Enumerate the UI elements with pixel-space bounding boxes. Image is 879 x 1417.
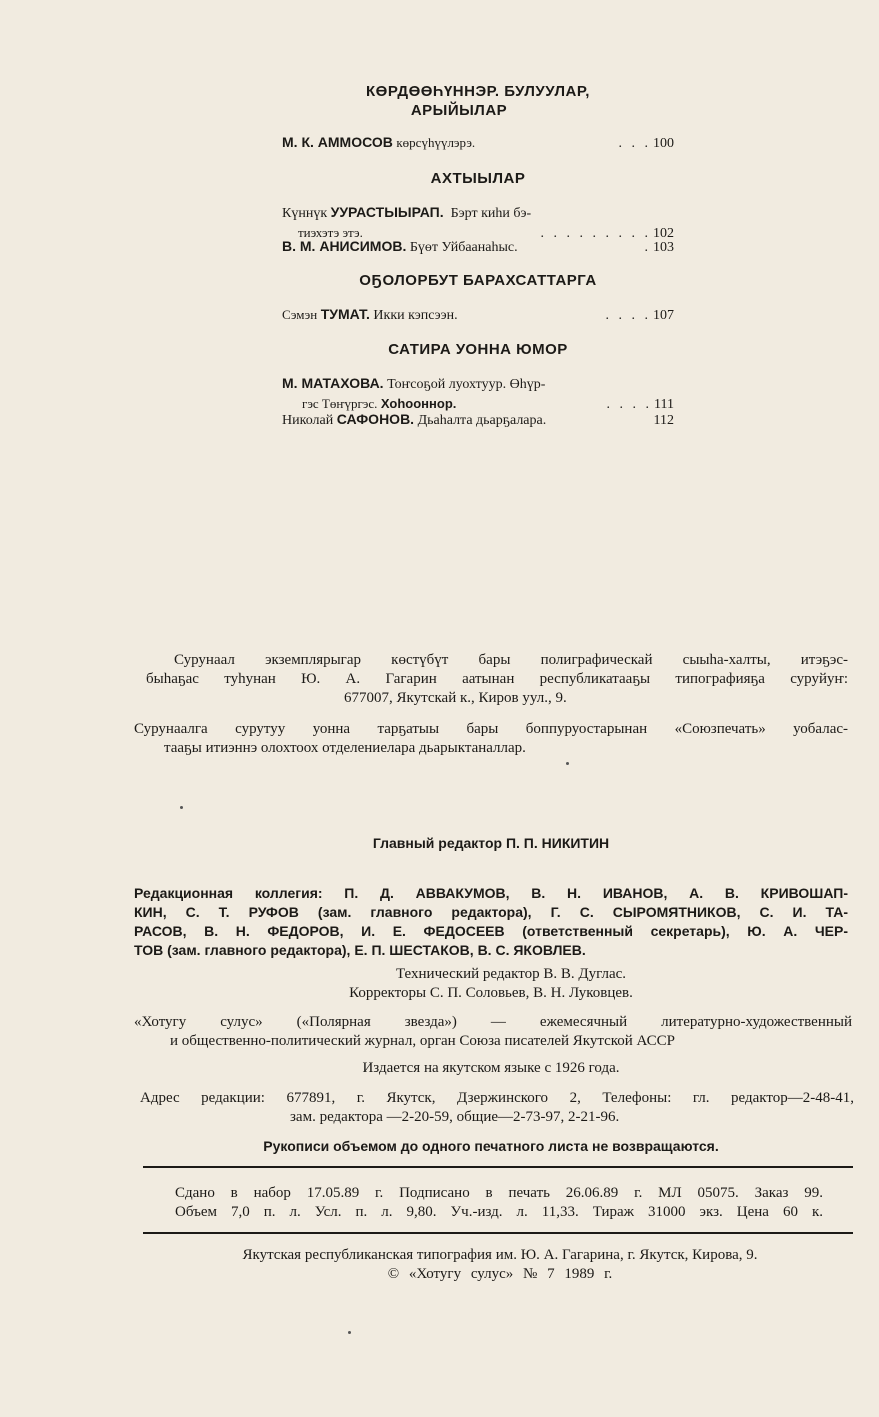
print-details bbox=[175, 1184, 823, 1222]
toc-entry-tumat bbox=[282, 305, 674, 325]
toc-entry-dots: . . . . bbox=[606, 397, 653, 412]
divider-top bbox=[143, 1166, 853, 1168]
publication-since: Издается на якутском языке с 1926 года. bbox=[362, 1060, 620, 1076]
subscription-line: Сурунаалга сурутуу уонна тарҕатыы бары боппуруостарынан «Союзпечать» уобалас- bbox=[134, 721, 848, 737]
subscription-notice-1 bbox=[134, 651, 848, 708]
toc-entry-author: М. К. АММОСОВ bbox=[282, 134, 393, 150]
toc-entry-title: Тоҥсоҕой луохтуур. Өһүр- bbox=[387, 377, 546, 392]
toc-entry-dots: . . . . bbox=[605, 308, 651, 323]
subscription-line: тааҕы итиэннэ олохтоох отделениелара дьарыктаналлар. bbox=[164, 740, 526, 756]
toc-entry-dots: . bbox=[644, 240, 651, 255]
toc-entry-genre: Хоһооннор. bbox=[380, 396, 457, 411]
toc-entry-safonov bbox=[282, 410, 674, 430]
scan-speck bbox=[566, 762, 569, 765]
toc-entry-author: САФОНОВ. bbox=[336, 411, 415, 427]
copyright-line: © «Хотугу сулус» № 7 1989 г. bbox=[387, 1266, 613, 1282]
printer-info bbox=[150, 1246, 850, 1284]
subscription-line: Сурунаал экземплярыгар көстүбүт бары полиграфическай сыыһа-халты, итэҕэс- bbox=[174, 652, 848, 668]
journal-description bbox=[134, 1013, 852, 1051]
scan-speck bbox=[180, 806, 183, 809]
toc-entry-title-cont: тиэхэтэ этэ. bbox=[298, 225, 363, 240]
journal-description-line: «Хотугу сулус» («Полярная звезда») — ежемесячный литературно-художественный bbox=[134, 1014, 852, 1030]
subscription-notice-2 bbox=[134, 720, 848, 758]
print-details-line: Объем 7,0 п. л. Усл. п. л. 9,80. Уч.-изд. л. 11,33. Тираж 31000 экз. Цена 60 к. bbox=[175, 1204, 823, 1220]
toc-entry-page: 112 bbox=[653, 413, 674, 428]
subscription-address: 677007, Якутскай к., Киров уул., 9. bbox=[344, 690, 567, 706]
print-details-line: Сдано в набор 17.05.89 г. Подписано в печать 26.06.89 г. МЛ 05075. Заказ 99. bbox=[175, 1185, 823, 1201]
journal-description-line: и общественно-политический журнал, орган Союза писателей Якутской АССР bbox=[170, 1033, 675, 1049]
editorial-board bbox=[134, 884, 848, 960]
editorial-board-line: КИН, С. Т. РУФОВ (зам. главного редактора), Г. С. СЫРОМЯТНИКОВ, С. И. ТА- bbox=[134, 904, 848, 920]
toc-heading-1-line1: КӨРДӨӨҺҮННЭР. БУЛУУЛАР, bbox=[366, 83, 590, 100]
toc-entry-author: УУРАСТЫЫРАП. bbox=[330, 204, 444, 220]
toc-entry-title: Бэрт киһи бэ- bbox=[450, 206, 532, 221]
staff-credits bbox=[134, 965, 848, 1003]
toc-entry-title: көрсүһүүлэрэ. bbox=[396, 135, 476, 150]
toc-entry-prefix: Күннүк bbox=[282, 206, 328, 221]
toc-entry-page: 102 bbox=[653, 226, 674, 241]
toc-entry-page: 111 bbox=[654, 397, 674, 412]
toc-entry-dots: . . . bbox=[618, 136, 651, 151]
toc-entry-anisimov bbox=[282, 237, 674, 257]
toc-entry-author: ТУМАТ. bbox=[320, 306, 370, 322]
toc-heading-1 bbox=[282, 82, 674, 120]
toc-entry-page: 107 bbox=[653, 308, 674, 323]
toc-entry-matakhova bbox=[282, 374, 674, 414]
editorial-phones: зам. редактора —2-20-59, общие—2-73-97, 2-21-96. bbox=[290, 1109, 620, 1125]
toc-entry-prefix: Сэмэн bbox=[282, 307, 318, 322]
editorial-board-line: ТОВ (зам. главного редактора), Е. П. ШЕСТАКОВ, В. С. ЯКОВЛЕВ. bbox=[134, 942, 586, 958]
chief-editor: Главный редактор П. П. НИКИТИН bbox=[372, 835, 610, 851]
toc-entry-author: М. МАТАХОВА. bbox=[282, 375, 384, 391]
toc-entry-page: 100 bbox=[653, 136, 674, 151]
toc-entry-title: Бүөт Уйбаанаһыс. bbox=[409, 240, 518, 255]
editorial-address bbox=[140, 1089, 854, 1127]
toc-entry-title: Икки кэпсээн. bbox=[373, 308, 458, 323]
toc-entry-dots: . . . . . . . . . bbox=[540, 226, 651, 241]
toc-heading-3: ОҔОЛОРБУТ БАРАХСАТТАРГА bbox=[359, 272, 597, 289]
toc-heading-4: САТИРА УОННА ЮМОР bbox=[388, 341, 568, 358]
divider-bottom bbox=[143, 1232, 853, 1234]
editorial-board-line: РАСОВ, В. Н. ФЕДОРОВ, И. Е. ФЕДОСЕЕВ (ответственный секретарь), Ю. А. ЧЕР- bbox=[134, 923, 848, 939]
printer-address: Якутская республиканская типография им. Ю. А. Гагарина, г. Якутск, Кирова, 9. bbox=[242, 1247, 758, 1263]
toc-heading-2: АХТЫЫЛАР bbox=[430, 170, 526, 187]
toc-entry-title: Дьаһалта дьарҕалара. bbox=[417, 413, 547, 428]
toc-entry-author: В. М. АНИСИМОВ. bbox=[282, 238, 407, 254]
manuscripts-notice: Рукописи объемом до одного печатного листа не возвращаются. bbox=[263, 1138, 719, 1154]
technical-editor: Технический редактор В. В. Дуглас. bbox=[395, 966, 627, 982]
toc-entry-title-cont: гэс Төҥүргэс. bbox=[302, 396, 378, 411]
editorial-board-line: Редакционная коллегия: П. Д. АВВАКУМОВ, В. Н. ИВАНОВ, А. В. КРИВОШАП- bbox=[134, 885, 848, 901]
correctors: Корректоры С. П. Соловьев, В. Н. Луковцев. bbox=[349, 985, 633, 1001]
toc-heading-1-line2: АРЫЙЫЛАР bbox=[410, 102, 508, 119]
editorial-address-line: Адрес редакции: 677891, г. Якутск, Дзержинского 2, Телефоны: гл. редактор—2-48-41, bbox=[140, 1090, 854, 1106]
scan-speck bbox=[348, 1331, 351, 1334]
toc-entry-ammosov bbox=[282, 133, 674, 153]
toc-entry-page: 103 bbox=[653, 240, 674, 255]
subscription-line: быһаҕас туһунан Ю. А. Гагарин аатынан республикатааҕы типографияҕа суруйуҥ: bbox=[146, 671, 848, 687]
toc-entry-prefix: Николай bbox=[282, 413, 334, 428]
